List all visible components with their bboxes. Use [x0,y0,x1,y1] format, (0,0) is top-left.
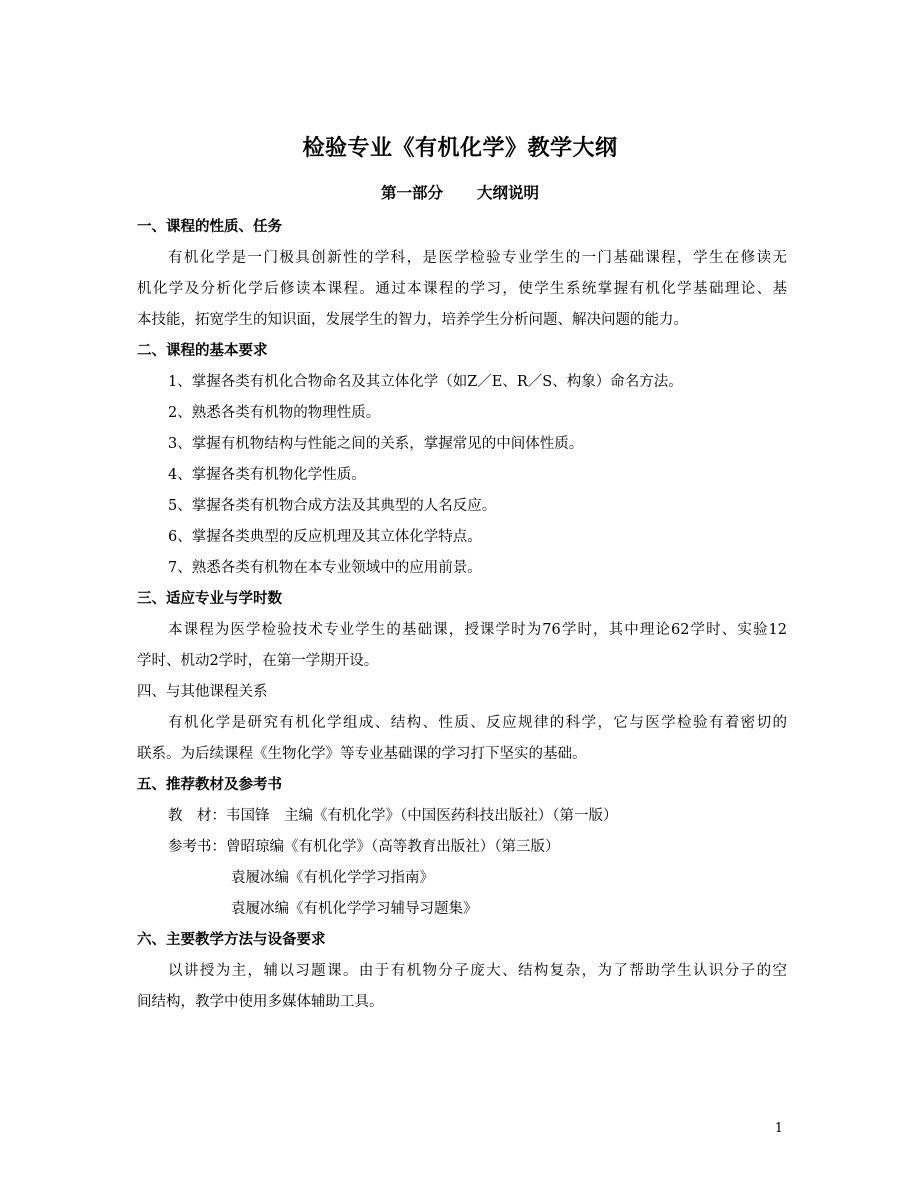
paragraph-line: 有机化学是研究有机化学组成、结构、性质、反应规律的科学，它与医学检验有着密切的 [168,715,787,731]
section-heading-requirements: 二、课程的基本要求 [137,343,268,359]
paragraph-line: 以讲授为主，辅以习题课。由于有机物分子庞大、结构复杂，为了帮助学生认识分子的空 [168,963,787,979]
requirement-item: 1、掌握各类有机化合物命名及其立体化学（如Z／E、R／S、构象）命名方法。 [168,374,683,390]
textbook-entry: 教 材：韦国锋 主编《有机化学》（中国医药科技出版社）（第一版） [168,808,618,824]
requirement-item: 4、掌握各类有机物化学性质。 [168,467,366,483]
section-heading-methods: 六、主要教学方法与设备要求 [137,932,326,948]
paragraph-line: 本技能，拓宽学生的知识面，发展学生的智力，培养学生分析问题、解决问题的能力。 [137,312,688,328]
paragraph-line: 学时、机动2学时，在第一学期开设。 [137,653,379,669]
paragraph-line: 本课程为医学检验技术专业学生的基础课，授课学时为76学时，其中理论62学时、实验12 [168,622,787,638]
requirement-item: 5、掌握各类有机物合成方法及其典型的人名反应。 [168,498,497,514]
part-number: 第一部分 [380,184,443,202]
reference-entry: 参考书：曾昭琼编《有机化学》（高等教育出版社）（第三版） [168,839,560,855]
document-body [137,212,787,1018]
section-heading-relations: 四、与其他课程关系 [137,684,268,700]
section-heading-nature: 一、课程的性质、任务 [137,219,282,235]
section-heading-hours: 三、适应专业与学时数 [137,591,282,607]
requirement-item: 2、熟悉各类有机物的物理性质。 [168,405,381,421]
requirement-item: 6、掌握各类典型的反应机理及其立体化学特点。 [168,529,482,545]
document-title: 检验专业《有机化学》教学大纲 [302,136,618,161]
requirement-item: 3、掌握有机物结构与性能之间的关系，掌握常见的中间体性质。 [168,436,584,452]
paragraph-line: 联系。为后续课程《生物化学》等专业基础课的学习打下坚实的基础。 [137,746,587,762]
reference-entry: 袁履冰编《有机化学学习指南》 [231,870,434,886]
section-heading-textbooks: 五、推荐教材及参考书 [137,777,282,793]
paragraph-line: 机化学及分析化学后修读本课程。通过本课程的学习，使学生系统掌握有机化学基础理论、基 [137,281,787,297]
paragraph-line: 间结构，教学中使用多媒体辅助工具。 [137,994,384,1010]
part-title [0,181,920,205]
reference-entry: 袁履冰编《有机化学学习辅导习题集》 [231,901,478,917]
page-number: 1 [774,1121,783,1136]
part-name: 大纲说明 [477,184,540,202]
requirement-item: 7、熟悉各类有机物在本专业领域中的应用前景。 [168,560,482,576]
paragraph-line: 有机化学是一门极具创新性的学科，是医学检验专业学生的一门基础课程，学生在修读无 [168,250,787,266]
